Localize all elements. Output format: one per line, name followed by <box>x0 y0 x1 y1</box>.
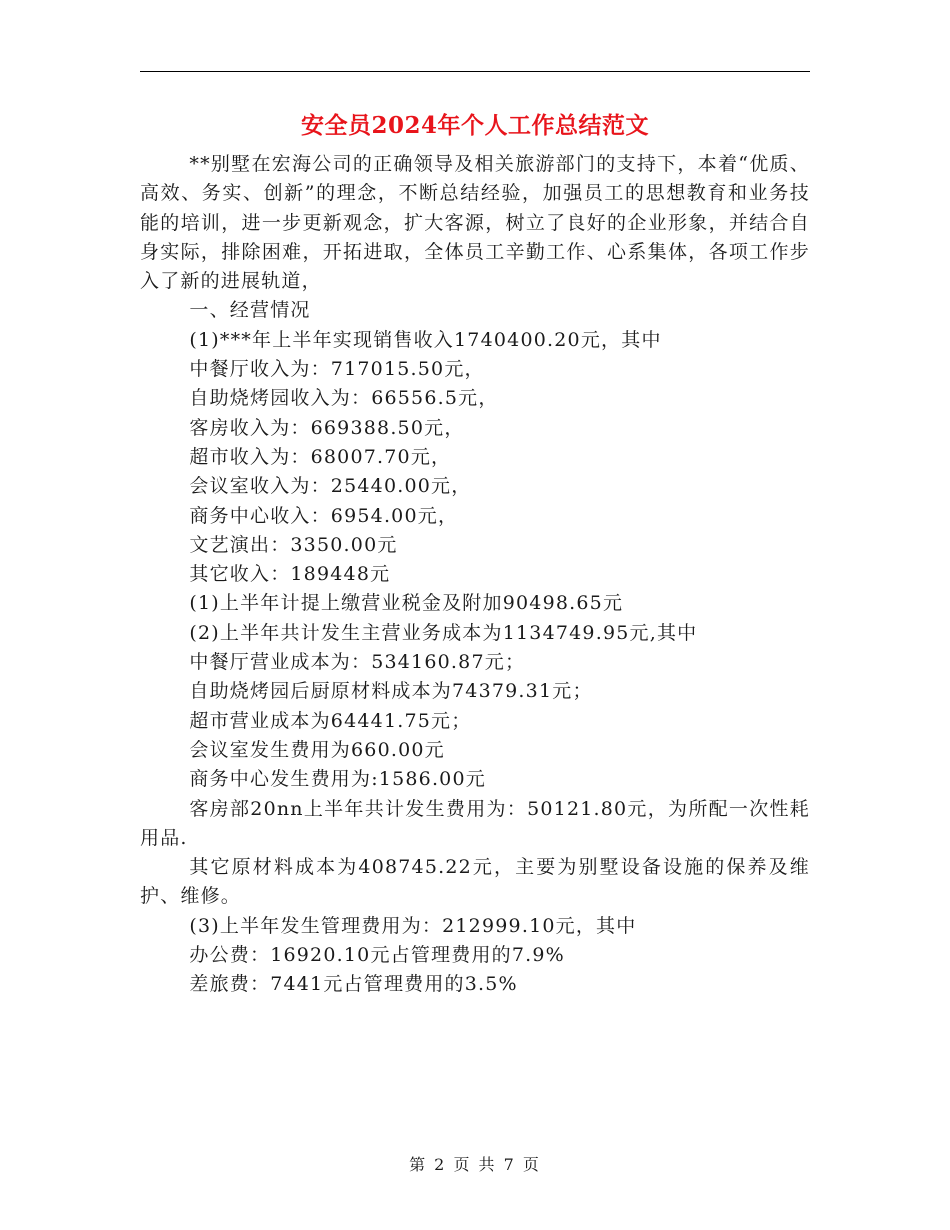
revenue-item-supermarket: 超市收入为：68007.70元， <box>189 445 452 468</box>
revenue-item-other: 其它收入：189448元 <box>189 563 391 586</box>
revenue-summary-line: (1)***年上半年实现销售收入1740400.20元，其中 <box>189 328 662 351</box>
header-rule <box>140 71 810 72</box>
section-heading-operations: 一、经营情况 <box>189 299 311 322</box>
revenue-item-performance: 文艺演出：3350.00元 <box>189 533 398 556</box>
admin-expense-travel: 差旅费：7441元占管理费用的3.5% <box>189 973 518 996</box>
tax-line: (1)上半年计提上缴营业税金及附加90498.65元 <box>189 592 624 615</box>
cost-item-bbq: 自助烧烤园后厨原材料成本为74379.31元； <box>189 680 593 703</box>
cost-item-meeting-room: 会议室发生费用为660.00元 <box>189 738 445 761</box>
revenue-item-restaurant: 中餐厅收入为：717015.50元， <box>189 358 485 381</box>
admin-expense-office: 办公费：16920.10元占管理费用的7.9% <box>189 944 565 967</box>
cost-summary-line: (2)上半年共计发生主营业务成本为1134749.95元,其中 <box>189 621 698 644</box>
admin-expense-summary: (3)上半年发生管理费用为：212999.10元，其中 <box>189 914 637 937</box>
document-body <box>140 150 810 1000</box>
revenue-item-meeting-room: 会议室收入为：25440.00元， <box>189 475 472 498</box>
page-number-footer: 第 2 页 共 7 页 <box>409 1155 541 1174</box>
cost-item-supermarket: 超市营业成本为64441.75元； <box>189 709 472 732</box>
cost-item-restaurant: 中餐厅营业成本为：534160.87元； <box>189 651 526 674</box>
revenue-item-rooms: 客房收入为：669388.50元， <box>189 416 465 439</box>
cost-item-business-center: 商务中心发生费用为:1586.00元 <box>189 768 486 791</box>
revenue-item-business-center: 商务中心收入：6954.00元， <box>189 504 459 527</box>
revenue-item-bbq: 自助烧烤园收入为：66556.5元， <box>189 387 499 410</box>
cost-item-other-materials: 其它原材料成本为408745.22元，主要为别墅设备设施的保养及维护、维修。 <box>140 856 810 908</box>
intro-paragraph: **别墅在宏海公司的正确领导及相关旅游部门的支持下，本着“优质、高效、务实、创新”的理念，不断总结经验，加强员工的思想教育和业务技能的培训，进一步更新观念，扩大客源，树立了良好的企业形象，并结合自身实际，排除困难，开拓进取，全体员工辛勤工作、心系集体，各项工作步入了新的进展轨道， <box>140 153 810 293</box>
cost-item-rooms: 客房部20nn上半年共计发生费用为：50121.80元，为所配一次性耗用品. <box>140 797 810 849</box>
document-title: 安全员2024年个人工作总结范文 <box>300 112 649 139</box>
